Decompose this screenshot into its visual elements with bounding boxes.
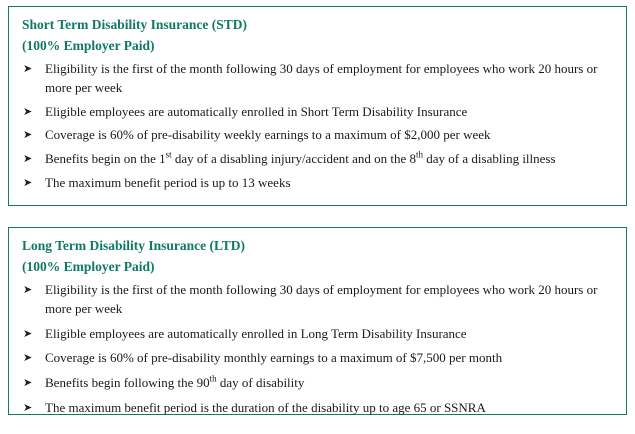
section-subtitle: (100% Employer Paid)	[22, 258, 155, 274]
list-item	[19, 103, 616, 121]
arrow-bullet-icon: ➤	[23, 326, 33, 340]
section-subtitle: (100% Employer Paid)	[22, 37, 155, 53]
arrow-bullet-icon: ➤	[23, 152, 33, 166]
arrow-bullet-icon: ➤	[23, 176, 33, 190]
list-item-text: Eligibility is the first of the month following 30 days of employment for employees who work 20 hours or more per week	[45, 61, 598, 95]
list-item	[19, 325, 616, 343]
list-item-text: The maximum benefit period is the duration of the disability up to age 65 or SSNRA	[45, 400, 486, 416]
list-item-text: Coverage is 60% of pre-disability weekly earnings to a maximum of $2,000 per week	[45, 127, 491, 143]
list-item-text: Eligible employees are automatically enrolled in Long Term Disability Insurance	[45, 325, 467, 341]
text-part-2: day of disability	[216, 375, 305, 391]
list-item	[19, 174, 616, 192]
list-item	[19, 60, 616, 97]
arrow-bullet-icon: ➤	[23, 401, 33, 415]
ordinal-suffix: th	[209, 374, 217, 385]
list-item	[19, 281, 616, 318]
text-part-1: Benefits begin on the 1	[45, 151, 166, 167]
section-long-term-disability	[8, 227, 627, 415]
arrow-bullet-icon: ➤	[23, 376, 33, 390]
arrow-bullet-icon: ➤	[23, 128, 33, 142]
list-item-text	[45, 150, 616, 168]
list-item-text	[45, 374, 616, 392]
section-short-term-disability	[8, 6, 627, 206]
bullet-list	[19, 281, 616, 418]
section-title: Short Term Disability Insurance (STD)	[22, 17, 248, 32]
ordinal-suffix: st	[165, 150, 172, 161]
arrow-bullet-icon: ➤	[23, 283, 33, 297]
arrow-bullet-icon: ➤	[23, 351, 33, 365]
arrow-bullet-icon: ➤	[23, 62, 33, 76]
list-item	[19, 399, 616, 417]
text-part-3: day of a disabling illness	[423, 151, 556, 167]
ordinal-suffix: th	[416, 150, 424, 161]
list-item	[19, 349, 616, 367]
list-item-text: The maximum benefit period is up to 13 weeks	[45, 175, 291, 191]
text-part-1: Benefits begin following the 90	[45, 375, 210, 391]
arrow-bullet-icon: ➤	[23, 104, 33, 118]
list-item	[19, 150, 616, 168]
section-title: Long Term Disability Insurance (LTD)	[22, 238, 246, 253]
list-item-text: Eligibility is the first of the month following 30 days of employment for employees who work 20 hours or more per week	[45, 282, 598, 316]
text-part-2: day of a disabling injury/accident and on the 8	[171, 151, 417, 167]
list-item	[19, 126, 616, 144]
list-item-text: Coverage is 60% of pre-disability monthly earnings to a maximum of $7,500 per month	[45, 350, 503, 366]
list-item-text: Eligible employees are automatically enrolled in Short Term Disability Insurance	[45, 103, 468, 119]
bullet-list	[19, 60, 616, 193]
list-item	[19, 374, 616, 392]
